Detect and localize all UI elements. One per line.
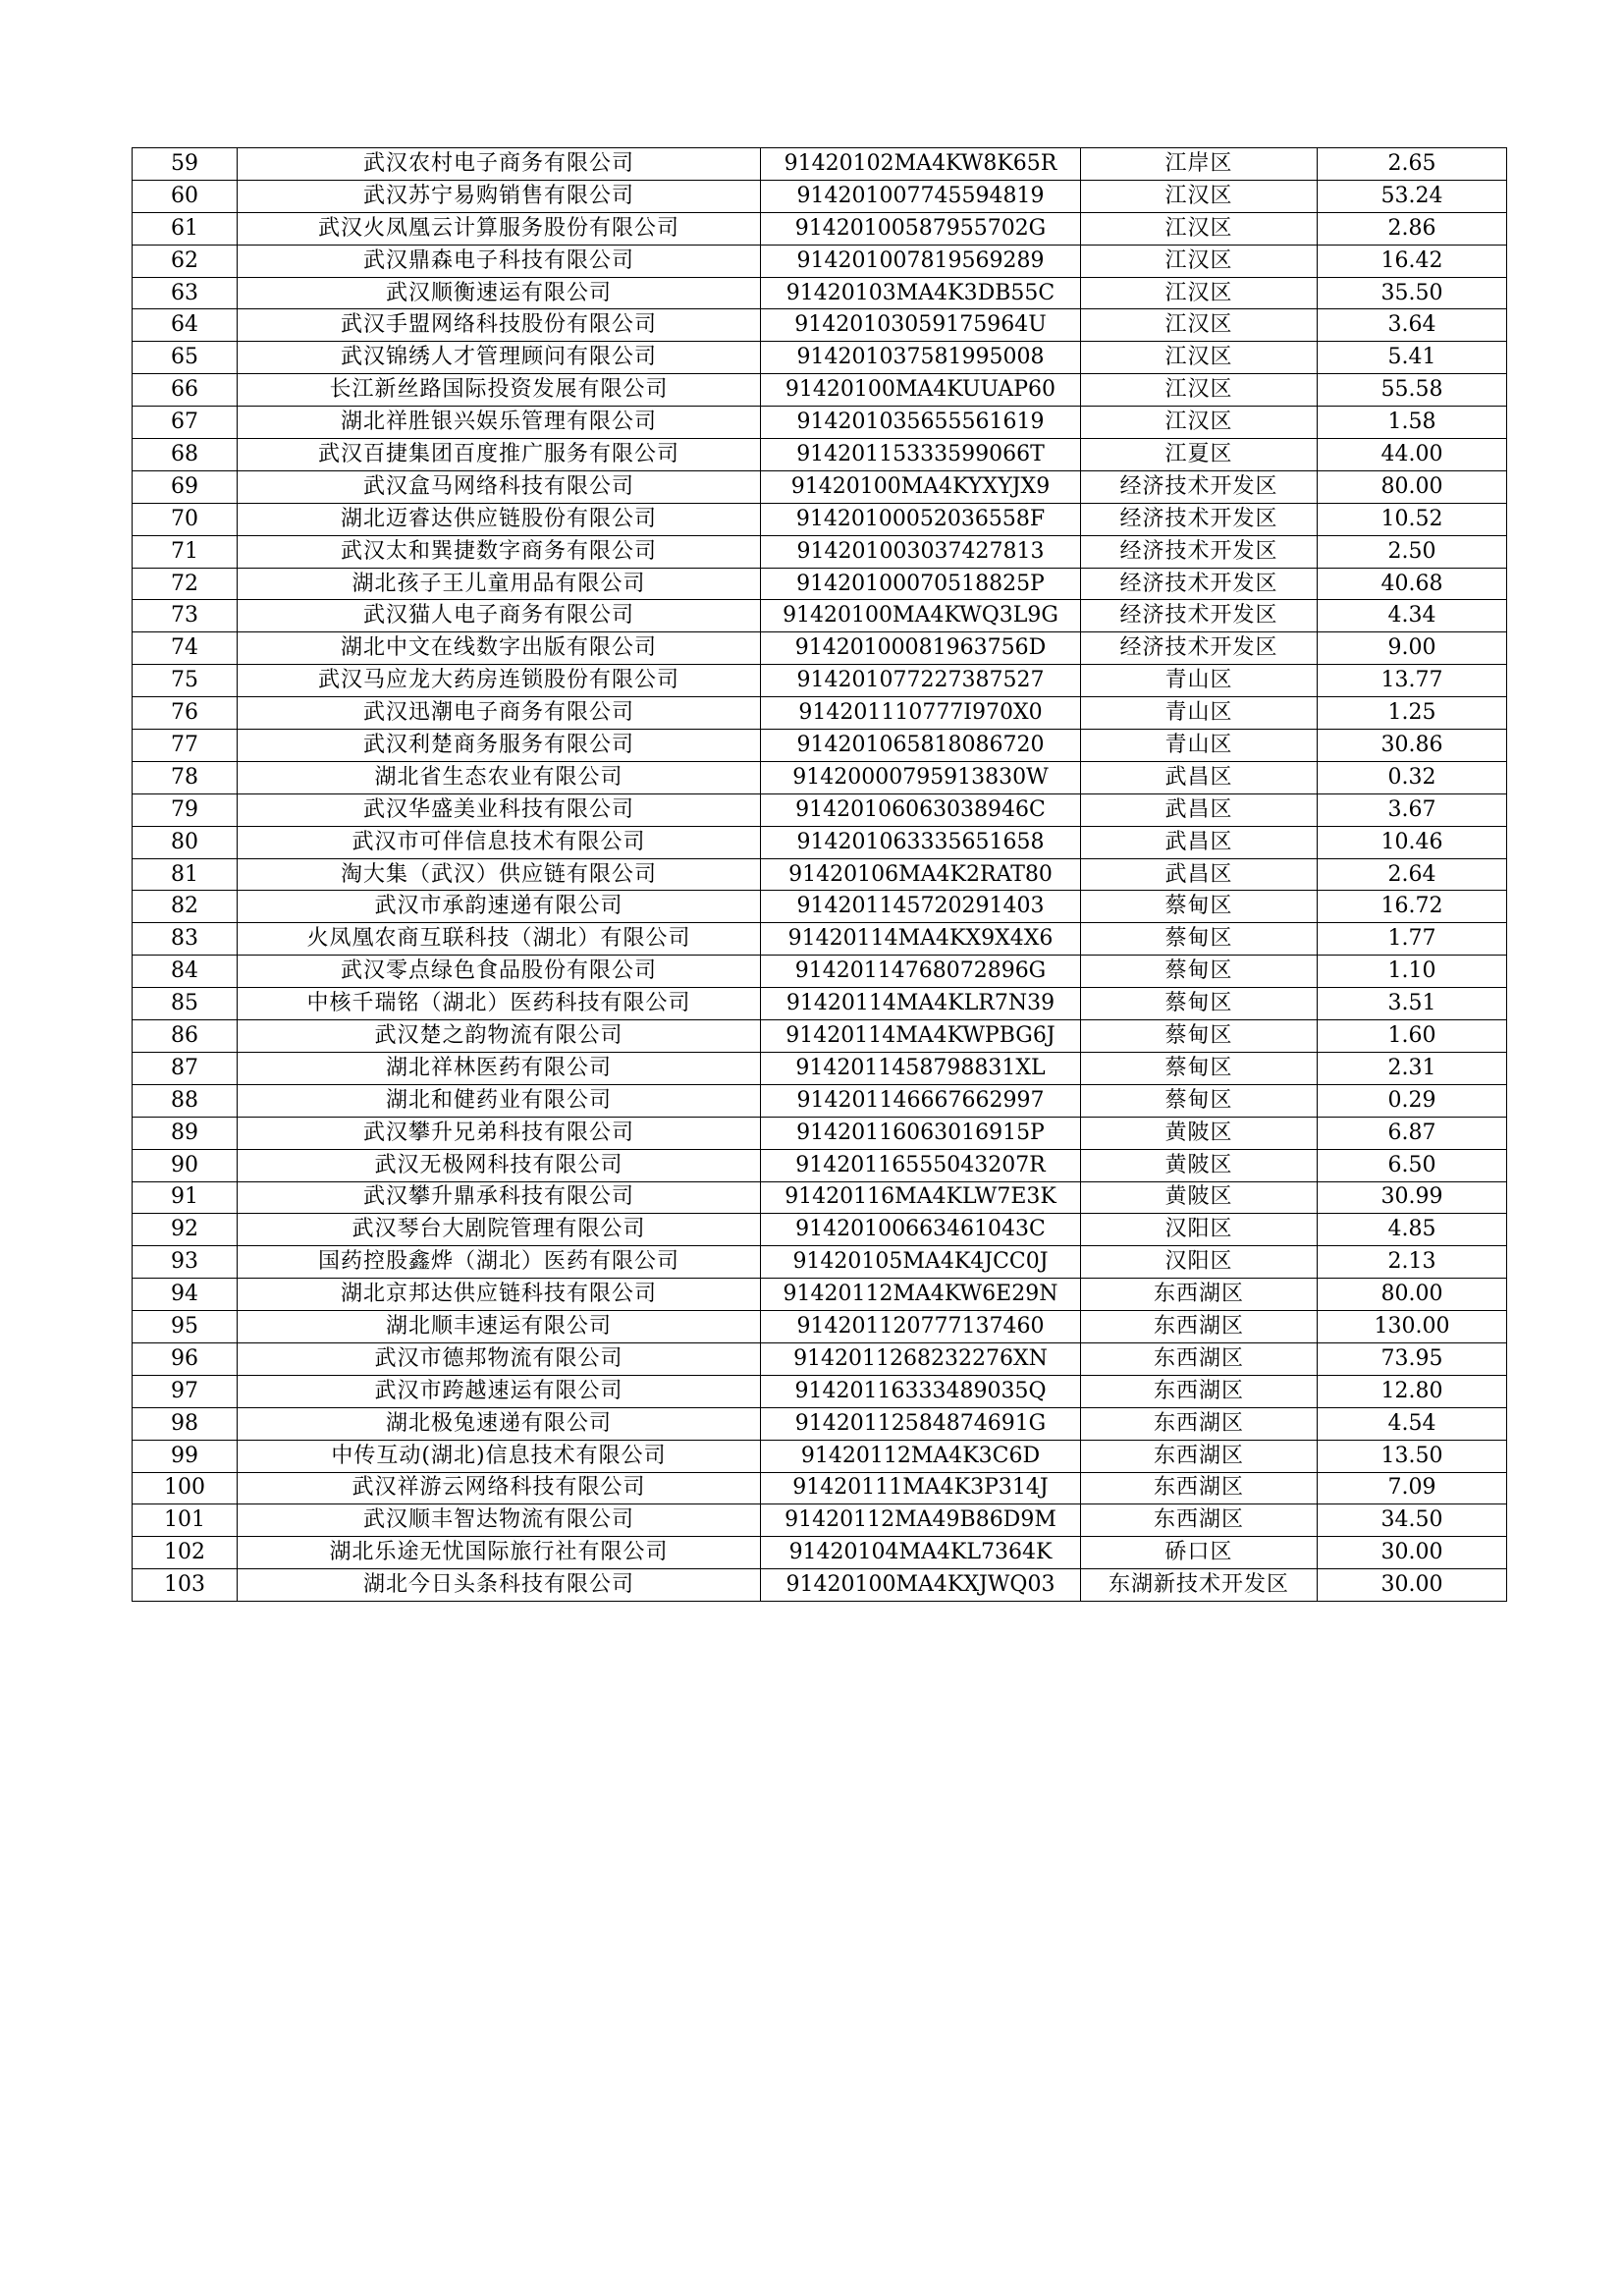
company-name-cell: 武汉鼎森电子科技有限公司 xyxy=(238,245,761,277)
amount-cell: 80.00 xyxy=(1318,1279,1507,1311)
district-cell: 蔡甸区 xyxy=(1081,1084,1318,1117)
credit-code-cell: 91420114MA4KX9X4X6 xyxy=(761,923,1081,956)
credit-code-cell: 91420102MA4KW8K65R xyxy=(761,148,1081,181)
row-number-cell: 96 xyxy=(133,1342,238,1375)
district-cell: 青山区 xyxy=(1081,697,1318,730)
table-row xyxy=(133,374,1507,407)
amount-cell: 6.87 xyxy=(1318,1117,1507,1149)
row-number-cell: 75 xyxy=(133,665,238,697)
table-row xyxy=(133,1311,1507,1343)
row-number-cell: 80 xyxy=(133,826,238,858)
amount-cell: 1.25 xyxy=(1318,697,1507,730)
company-name-cell: 武汉百捷集团百度推广服务有限公司 xyxy=(238,439,761,471)
table-row xyxy=(133,793,1507,826)
row-number-cell: 82 xyxy=(133,891,238,923)
row-number-cell: 77 xyxy=(133,730,238,762)
company-name-cell: 武汉利楚商务服务有限公司 xyxy=(238,730,761,762)
company-name-cell: 火凤凰农商互联科技（湖北）有限公司 xyxy=(238,923,761,956)
company-name-cell: 武汉无极网科技有限公司 xyxy=(238,1149,761,1181)
company-table xyxy=(132,147,1507,1602)
table-row xyxy=(133,1117,1507,1149)
amount-cell: 3.67 xyxy=(1318,793,1507,826)
table-row xyxy=(133,342,1507,374)
district-cell: 蔡甸区 xyxy=(1081,988,1318,1020)
table-row xyxy=(133,277,1507,309)
amount-cell: 2.31 xyxy=(1318,1052,1507,1084)
district-cell: 青山区 xyxy=(1081,730,1318,762)
amount-cell: 2.13 xyxy=(1318,1246,1507,1279)
company-name-cell: 湖北祥林医药有限公司 xyxy=(238,1052,761,1084)
row-number-cell: 84 xyxy=(133,956,238,988)
company-name-cell: 武汉华盛美业科技有限公司 xyxy=(238,793,761,826)
table-row xyxy=(133,891,1507,923)
amount-cell: 16.72 xyxy=(1318,891,1507,923)
district-cell: 经济技术开发区 xyxy=(1081,568,1318,600)
amount-cell: 6.50 xyxy=(1318,1149,1507,1181)
amount-cell: 10.46 xyxy=(1318,826,1507,858)
table-row xyxy=(133,245,1507,277)
credit-code-cell: 91420112MA4K3C6D xyxy=(761,1440,1081,1472)
district-cell: 蔡甸区 xyxy=(1081,1052,1318,1084)
amount-cell: 1.60 xyxy=(1318,1020,1507,1053)
amount-cell: 1.77 xyxy=(1318,923,1507,956)
table-row xyxy=(133,923,1507,956)
company-name-cell: 武汉攀升鼎承科技有限公司 xyxy=(238,1181,761,1214)
table-row xyxy=(133,407,1507,439)
credit-code-cell: 914201120777137460 xyxy=(761,1311,1081,1343)
table-row xyxy=(133,439,1507,471)
table-row xyxy=(133,1537,1507,1569)
company-name-cell: 武汉市承韵速递有限公司 xyxy=(238,891,761,923)
table-row xyxy=(133,1472,1507,1504)
row-number-cell: 102 xyxy=(133,1537,238,1569)
amount-cell: 0.29 xyxy=(1318,1084,1507,1117)
row-number-cell: 74 xyxy=(133,632,238,665)
district-cell: 硚口区 xyxy=(1081,1537,1318,1569)
row-number-cell: 95 xyxy=(133,1311,238,1343)
company-name-cell: 湖北乐途无忧国际旅行社有限公司 xyxy=(238,1537,761,1569)
credit-code-cell: 91420116MA4KLW7E3K xyxy=(761,1181,1081,1214)
district-cell: 江汉区 xyxy=(1081,180,1318,212)
district-cell: 东西湖区 xyxy=(1081,1407,1318,1440)
table-row xyxy=(133,730,1507,762)
district-cell: 东西湖区 xyxy=(1081,1279,1318,1311)
company-name-cell: 武汉手盟网络科技股份有限公司 xyxy=(238,309,761,342)
row-number-cell: 78 xyxy=(133,761,238,793)
row-number-cell: 86 xyxy=(133,1020,238,1053)
amount-cell: 13.77 xyxy=(1318,665,1507,697)
credit-code-cell: 91420100MA4KUUAP60 xyxy=(761,374,1081,407)
amount-cell: 3.64 xyxy=(1318,309,1507,342)
credit-code-cell: 914201007819569289 xyxy=(761,245,1081,277)
district-cell: 武昌区 xyxy=(1081,793,1318,826)
district-cell: 青山区 xyxy=(1081,665,1318,697)
table-row xyxy=(133,858,1507,891)
credit-code-cell: 91420100052036558F xyxy=(761,503,1081,535)
amount-cell: 53.24 xyxy=(1318,180,1507,212)
table-row xyxy=(133,1214,1507,1246)
district-cell: 江汉区 xyxy=(1081,374,1318,407)
amount-cell: 5.41 xyxy=(1318,342,1507,374)
district-cell: 江汉区 xyxy=(1081,212,1318,245)
row-number-cell: 90 xyxy=(133,1149,238,1181)
credit-code-cell: 91420114MA4KWPBG6J xyxy=(761,1020,1081,1053)
company-name-cell: 国药控股鑫烨（湖北）医药有限公司 xyxy=(238,1246,761,1279)
table-row xyxy=(133,180,1507,212)
credit-code-cell: 91420114MA4KLR7N39 xyxy=(761,988,1081,1020)
table-row xyxy=(133,826,1507,858)
table-row xyxy=(133,1084,1507,1117)
district-cell: 武昌区 xyxy=(1081,858,1318,891)
district-cell: 黄陂区 xyxy=(1081,1181,1318,1214)
amount-cell: 2.65 xyxy=(1318,148,1507,181)
district-cell: 蔡甸区 xyxy=(1081,891,1318,923)
table-row xyxy=(133,697,1507,730)
credit-code-cell: 91420104MA4KL7364K xyxy=(761,1537,1081,1569)
company-name-cell: 武汉太和巽捷数字商务有限公司 xyxy=(238,535,761,568)
company-name-cell: 湖北京邦达供应链科技有限公司 xyxy=(238,1279,761,1311)
row-number-cell: 62 xyxy=(133,245,238,277)
table-row xyxy=(133,956,1507,988)
table-row xyxy=(133,470,1507,503)
row-number-cell: 72 xyxy=(133,568,238,600)
table-row xyxy=(133,1504,1507,1537)
credit-code-cell: 914201007745594819 xyxy=(761,180,1081,212)
credit-code-cell: 914201063335651658 xyxy=(761,826,1081,858)
table-row xyxy=(133,1569,1507,1602)
company-name-cell: 湖北和健药业有限公司 xyxy=(238,1084,761,1117)
credit-code-cell: 91420100663461043C xyxy=(761,1214,1081,1246)
company-name-cell: 中核千瑞铭（湖北）医药科技有限公司 xyxy=(238,988,761,1020)
credit-code-cell: 914201065818086720 xyxy=(761,730,1081,762)
row-number-cell: 65 xyxy=(133,342,238,374)
table-row xyxy=(133,761,1507,793)
table-row xyxy=(133,1052,1507,1084)
company-name-cell: 湖北顺丰速运有限公司 xyxy=(238,1311,761,1343)
table-row xyxy=(133,1279,1507,1311)
row-number-cell: 66 xyxy=(133,374,238,407)
company-name-cell: 湖北今日头条科技有限公司 xyxy=(238,1569,761,1602)
district-cell: 江汉区 xyxy=(1081,342,1318,374)
table-row xyxy=(133,1020,1507,1053)
company-name-cell: 湖北中文在线数字出版有限公司 xyxy=(238,632,761,665)
row-number-cell: 91 xyxy=(133,1181,238,1214)
credit-code-cell: 914201145720291403 xyxy=(761,891,1081,923)
company-name-cell: 武汉苏宁易购销售有限公司 xyxy=(238,180,761,212)
table-body xyxy=(133,148,1507,1602)
company-name-cell: 武汉顺丰智达物流有限公司 xyxy=(238,1504,761,1537)
amount-cell: 1.58 xyxy=(1318,407,1507,439)
row-number-cell: 93 xyxy=(133,1246,238,1279)
district-cell: 东西湖区 xyxy=(1081,1472,1318,1504)
district-cell: 蔡甸区 xyxy=(1081,923,1318,956)
credit-code-cell: 914201146667662997 xyxy=(761,1084,1081,1117)
company-name-cell: 武汉盒马网络科技有限公司 xyxy=(238,470,761,503)
table-row xyxy=(133,600,1507,632)
amount-cell: 30.00 xyxy=(1318,1569,1507,1602)
credit-code-cell: 91420103059175964U xyxy=(761,309,1081,342)
company-name-cell: 武汉锦绣人才管理顾问有限公司 xyxy=(238,342,761,374)
amount-cell: 4.54 xyxy=(1318,1407,1507,1440)
amount-cell: 40.68 xyxy=(1318,568,1507,600)
credit-code-cell: 91420100MA4KXJWQ03 xyxy=(761,1569,1081,1602)
credit-code-cell: 914201003037427813 xyxy=(761,535,1081,568)
row-number-cell: 64 xyxy=(133,309,238,342)
amount-cell: 4.34 xyxy=(1318,600,1507,632)
row-number-cell: 99 xyxy=(133,1440,238,1472)
amount-cell: 2.86 xyxy=(1318,212,1507,245)
company-name-cell: 武汉马应龙大药房连锁股份有限公司 xyxy=(238,665,761,697)
company-name-cell: 武汉零点绿色食品股份有限公司 xyxy=(238,956,761,988)
district-cell: 东西湖区 xyxy=(1081,1504,1318,1537)
credit-code-cell: 914201077227387527 xyxy=(761,665,1081,697)
district-cell: 经济技术开发区 xyxy=(1081,600,1318,632)
district-cell: 东湖新技术开发区 xyxy=(1081,1569,1318,1602)
table-row xyxy=(133,568,1507,600)
amount-cell: 16.42 xyxy=(1318,245,1507,277)
table-row xyxy=(133,309,1507,342)
company-name-cell: 武汉祥游云网络科技有限公司 xyxy=(238,1472,761,1504)
credit-code-cell: 91420100587955702G xyxy=(761,212,1081,245)
row-number-cell: 100 xyxy=(133,1472,238,1504)
district-cell: 江汉区 xyxy=(1081,277,1318,309)
amount-cell: 10.52 xyxy=(1318,503,1507,535)
row-number-cell: 76 xyxy=(133,697,238,730)
credit-code-cell: 91420103MA4K3DB55C xyxy=(761,277,1081,309)
district-cell: 武昌区 xyxy=(1081,761,1318,793)
amount-cell: 7.09 xyxy=(1318,1472,1507,1504)
credit-code-cell: 91420106MA4K2RAT80 xyxy=(761,858,1081,891)
district-cell: 东西湖区 xyxy=(1081,1440,1318,1472)
row-number-cell: 61 xyxy=(133,212,238,245)
amount-cell: 73.95 xyxy=(1318,1342,1507,1375)
table-row xyxy=(133,1149,1507,1181)
table-row xyxy=(133,212,1507,245)
amount-cell: 0.32 xyxy=(1318,761,1507,793)
credit-code-cell: 91420106063038946C xyxy=(761,793,1081,826)
credit-code-cell: 91420105MA4K4JCC0J xyxy=(761,1246,1081,1279)
company-name-cell: 武汉琴台大剧院管理有限公司 xyxy=(238,1214,761,1246)
table-row xyxy=(133,148,1507,181)
credit-code-cell: 914201035655561619 xyxy=(761,407,1081,439)
district-cell: 汉阳区 xyxy=(1081,1246,1318,1279)
row-number-cell: 87 xyxy=(133,1052,238,1084)
amount-cell: 3.51 xyxy=(1318,988,1507,1020)
table-row xyxy=(133,988,1507,1020)
district-cell: 蔡甸区 xyxy=(1081,956,1318,988)
company-name-cell: 武汉顺衡速运有限公司 xyxy=(238,277,761,309)
credit-code-cell: 91420100081963756D xyxy=(761,632,1081,665)
district-cell: 武昌区 xyxy=(1081,826,1318,858)
company-name-cell: 湖北孩子王儿童用品有限公司 xyxy=(238,568,761,600)
amount-cell: 30.00 xyxy=(1318,1537,1507,1569)
table-row xyxy=(133,503,1507,535)
amount-cell: 44.00 xyxy=(1318,439,1507,471)
amount-cell: 12.80 xyxy=(1318,1375,1507,1407)
company-name-cell: 武汉迅潮电子商务有限公司 xyxy=(238,697,761,730)
credit-code-cell: 91420000795913830W xyxy=(761,761,1081,793)
table-row xyxy=(133,632,1507,665)
amount-cell: 2.64 xyxy=(1318,858,1507,891)
credit-code-cell: 91420114768072896G xyxy=(761,956,1081,988)
amount-cell: 34.50 xyxy=(1318,1504,1507,1537)
company-name-cell: 武汉市德邦物流有限公司 xyxy=(238,1342,761,1375)
table-row xyxy=(133,1181,1507,1214)
row-number-cell: 88 xyxy=(133,1084,238,1117)
table-row xyxy=(133,1342,1507,1375)
credit-code-cell: 91420111MA4K3P314J xyxy=(761,1472,1081,1504)
district-cell: 东西湖区 xyxy=(1081,1375,1318,1407)
credit-code-cell: 91420100MA4KYXYJX9 xyxy=(761,470,1081,503)
credit-code-cell: 91420116063016915P xyxy=(761,1117,1081,1149)
credit-code-cell: 914201037581995008 xyxy=(761,342,1081,374)
amount-cell: 35.50 xyxy=(1318,277,1507,309)
company-name-cell: 武汉市跨越速运有限公司 xyxy=(238,1375,761,1407)
amount-cell: 1.10 xyxy=(1318,956,1507,988)
amount-cell: 130.00 xyxy=(1318,1311,1507,1343)
district-cell: 经济技术开发区 xyxy=(1081,470,1318,503)
row-number-cell: 103 xyxy=(133,1569,238,1602)
amount-cell: 4.85 xyxy=(1318,1214,1507,1246)
table-row xyxy=(133,1407,1507,1440)
district-cell: 汉阳区 xyxy=(1081,1214,1318,1246)
credit-code-cell: 91420112584874691G xyxy=(761,1407,1081,1440)
table-row xyxy=(133,535,1507,568)
amount-cell: 55.58 xyxy=(1318,374,1507,407)
row-number-cell: 59 xyxy=(133,148,238,181)
row-number-cell: 92 xyxy=(133,1214,238,1246)
district-cell: 江汉区 xyxy=(1081,407,1318,439)
table-row xyxy=(133,1246,1507,1279)
district-cell: 江汉区 xyxy=(1081,309,1318,342)
company-name-cell: 武汉攀升兄弟科技有限公司 xyxy=(238,1117,761,1149)
row-number-cell: 71 xyxy=(133,535,238,568)
row-number-cell: 83 xyxy=(133,923,238,956)
amount-cell: 30.99 xyxy=(1318,1181,1507,1214)
amount-cell: 30.86 xyxy=(1318,730,1507,762)
company-name-cell: 淘大集（武汉）供应链有限公司 xyxy=(238,858,761,891)
row-number-cell: 63 xyxy=(133,277,238,309)
district-cell: 经济技术开发区 xyxy=(1081,535,1318,568)
amount-cell: 2.50 xyxy=(1318,535,1507,568)
row-number-cell: 67 xyxy=(133,407,238,439)
table-row xyxy=(133,1375,1507,1407)
credit-code-cell: 9142011458798831XL xyxy=(761,1052,1081,1084)
district-cell: 黄陂区 xyxy=(1081,1149,1318,1181)
credit-code-cell: 914201110777I970X0 xyxy=(761,697,1081,730)
company-name-cell: 湖北省生态农业有限公司 xyxy=(238,761,761,793)
credit-code-cell: 91420116555043207R xyxy=(761,1149,1081,1181)
table-row xyxy=(133,665,1507,697)
row-number-cell: 70 xyxy=(133,503,238,535)
credit-code-cell: 91420116333489035Q xyxy=(761,1375,1081,1407)
amount-cell: 13.50 xyxy=(1318,1440,1507,1472)
row-number-cell: 94 xyxy=(133,1279,238,1311)
company-name-cell: 武汉楚之韵物流有限公司 xyxy=(238,1020,761,1053)
credit-code-cell: 91420100070518825P xyxy=(761,568,1081,600)
company-name-cell: 长江新丝路国际投资发展有限公司 xyxy=(238,374,761,407)
company-name-cell: 武汉农村电子商务有限公司 xyxy=(238,148,761,181)
district-cell: 蔡甸区 xyxy=(1081,1020,1318,1053)
row-number-cell: 73 xyxy=(133,600,238,632)
row-number-cell: 97 xyxy=(133,1375,238,1407)
district-cell: 经济技术开发区 xyxy=(1081,503,1318,535)
row-number-cell: 79 xyxy=(133,793,238,826)
credit-code-cell: 91420100MA4KWQ3L9G xyxy=(761,600,1081,632)
company-name-cell: 武汉火凤凰云计算服务股份有限公司 xyxy=(238,212,761,245)
district-cell: 经济技术开发区 xyxy=(1081,632,1318,665)
row-number-cell: 60 xyxy=(133,180,238,212)
row-number-cell: 89 xyxy=(133,1117,238,1149)
row-number-cell: 81 xyxy=(133,858,238,891)
district-cell: 东西湖区 xyxy=(1081,1311,1318,1343)
district-cell: 江夏区 xyxy=(1081,439,1318,471)
company-name-cell: 中传互动(湖北)信息技术有限公司 xyxy=(238,1440,761,1472)
credit-code-cell: 91420112MA4KW6E29N xyxy=(761,1279,1081,1311)
company-name-cell: 湖北极兔速递有限公司 xyxy=(238,1407,761,1440)
district-cell: 江汉区 xyxy=(1081,245,1318,277)
company-name-cell: 湖北迈睿达供应链股份有限公司 xyxy=(238,503,761,535)
row-number-cell: 98 xyxy=(133,1407,238,1440)
amount-cell: 9.00 xyxy=(1318,632,1507,665)
company-name-cell: 武汉市可伴信息技术有限公司 xyxy=(238,826,761,858)
table-row xyxy=(133,1440,1507,1472)
row-number-cell: 68 xyxy=(133,439,238,471)
row-number-cell: 85 xyxy=(133,988,238,1020)
company-name-cell: 武汉猫人电子商务有限公司 xyxy=(238,600,761,632)
district-cell: 东西湖区 xyxy=(1081,1342,1318,1375)
credit-code-cell: 91420112MA49B86D9M xyxy=(761,1504,1081,1537)
amount-cell: 80.00 xyxy=(1318,470,1507,503)
row-number-cell: 101 xyxy=(133,1504,238,1537)
credit-code-cell: 91420112682322​76XN xyxy=(761,1342,1081,1375)
district-cell: 江岸区 xyxy=(1081,148,1318,181)
credit-code-cell: 91420115333599066T xyxy=(761,439,1081,471)
row-number-cell: 69 xyxy=(133,470,238,503)
district-cell: 黄陂区 xyxy=(1081,1117,1318,1149)
company-name-cell: 湖北祥胜银兴娱乐管理有限公司 xyxy=(238,407,761,439)
